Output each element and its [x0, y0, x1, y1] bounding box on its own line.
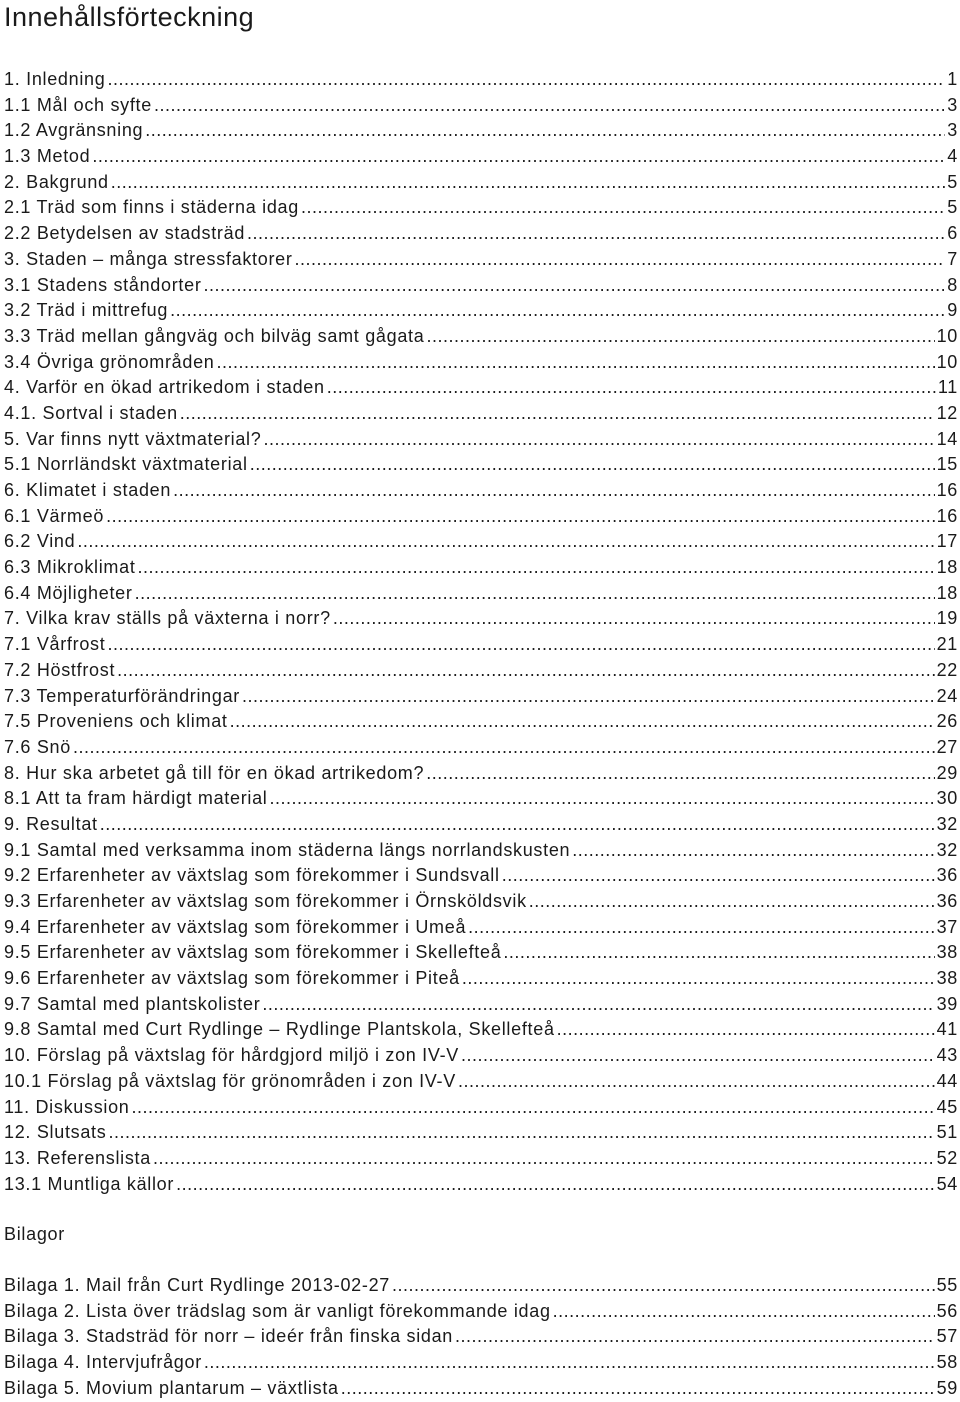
dot-leader — [250, 452, 935, 478]
dot-leader — [327, 375, 936, 401]
dot-leader — [392, 1273, 935, 1299]
entry-page-number: 19 — [936, 608, 958, 629]
entry-label: 1.2 Avgränsning — [4, 120, 144, 141]
entry-page-number: 5 — [947, 197, 958, 218]
entry-label: 9.6 Erfarenheter av växtslag som förekommer i Piteå — [4, 968, 460, 989]
entry-page-number: 58 — [936, 1352, 958, 1373]
entry-label: 1.1 Mål och syfte — [4, 94, 152, 115]
appendix-heading: Bilagor — [4, 1224, 65, 1244]
entry-page-number: 52 — [936, 1147, 958, 1168]
entry-page-number: 3 — [947, 94, 958, 115]
entry-page-number: 21 — [936, 634, 958, 655]
entry-page-number: 9 — [947, 300, 958, 321]
toc-entry[interactable] — [4, 247, 958, 273]
entry-page-number: 36 — [936, 891, 958, 911]
entry-page-number: 4 — [947, 146, 958, 167]
toc-entry[interactable] — [4, 298, 958, 324]
entry-label: Bilaga 3. Stadsträd för norr – ideér från finska sidan — [4, 1326, 454, 1347]
entry-page-number: 10 — [936, 351, 958, 372]
toc-entry[interactable] — [4, 427, 958, 453]
entry-label: 6. Klimatet i staden — [4, 480, 172, 500]
entry-page-number: 32 — [936, 813, 958, 834]
entry-label: 8.1 Att ta fram härdigt material — [4, 788, 268, 809]
entry-page-number: 18 — [936, 582, 958, 603]
dot-leader — [503, 940, 934, 966]
toc-entry[interactable] — [4, 93, 958, 119]
toc-entry[interactable] — [4, 555, 958, 581]
dot-leader — [242, 684, 935, 710]
entry-page-number: 5 — [947, 171, 958, 192]
entry-page-number: 15 — [936, 454, 958, 475]
toc-entry[interactable] — [4, 1017, 958, 1043]
entry-label: 7. Vilka krav ställs på växterna i norr? — [4, 608, 331, 629]
entry-label: 9.5 Erfarenheter av växtslag som förekommer i Skellefteå — [4, 942, 502, 963]
entry-label: Bilaga 1. Mail från Curt Rydlinge 2013-02-27 — [4, 1275, 390, 1295]
dot-leader — [92, 144, 945, 170]
entry-label: 10.1 Förslag på växtslag för grönområden i zon IV-V — [4, 1070, 456, 1091]
dot-leader — [107, 632, 934, 658]
entry-page-number: 24 — [936, 685, 958, 706]
entry-page-number: 14 — [936, 428, 958, 449]
entry-label: 8. Hur ska arbetet gå till för en ökad artrikedom? — [4, 762, 425, 783]
entry-label: 7.5 Proveniens och klimat — [4, 711, 228, 732]
entry-label: 9.2 Erfarenheter av växtslag som förekommer i Sundsvall — [4, 865, 500, 886]
dot-leader — [106, 504, 935, 530]
dot-leader — [295, 247, 946, 273]
entry-page-number: 56 — [936, 1300, 958, 1321]
entry-page-number: 39 — [936, 993, 958, 1014]
appendix-entry[interactable] — [4, 1299, 958, 1325]
dot-leader — [170, 298, 945, 324]
toc-entry[interactable] — [4, 966, 958, 992]
toc-entry[interactable] — [4, 478, 958, 504]
dot-leader — [204, 273, 946, 299]
entry-page-number: 55 — [936, 1275, 958, 1295]
dot-leader — [263, 427, 934, 453]
dot-leader — [468, 915, 934, 941]
entry-page-number: 32 — [936, 839, 958, 860]
entry-page-number: 3 — [947, 120, 958, 141]
entry-label: 3.1 Stadens ståndorter — [4, 274, 202, 295]
entry-label: 13. Referenslista — [4, 1147, 151, 1168]
toc-entry[interactable] — [4, 1120, 958, 1146]
dot-leader — [572, 838, 934, 864]
toc-entry[interactable] — [4, 452, 958, 478]
entry-page-number: 6 — [947, 223, 958, 244]
dot-leader — [341, 1376, 935, 1402]
toc-entry[interactable] — [4, 735, 958, 761]
dot-leader — [301, 195, 945, 221]
toc-entry[interactable] — [4, 529, 958, 555]
appendix-entry[interactable] — [4, 1350, 958, 1376]
toc-entry[interactable] — [4, 1095, 958, 1121]
toc-entry[interactable] — [4, 118, 958, 144]
dot-leader — [117, 658, 934, 684]
entry-label: 9.7 Samtal med plantskolister — [4, 993, 261, 1014]
toc-entry[interactable] — [4, 144, 958, 170]
entry-label: 9.8 Samtal med Curt Rydlinge – Rydlinge Plantskola, Skellefteå — [4, 1019, 555, 1040]
entry-label: 5.1 Norrländskt växtmaterial — [4, 454, 248, 475]
entry-page-number: 41 — [936, 1019, 958, 1040]
entry-page-number: 59 — [936, 1377, 958, 1398]
toc-entry[interactable] — [4, 221, 958, 247]
toc-entry[interactable] — [4, 1069, 958, 1095]
dot-leader — [180, 401, 935, 427]
dot-leader — [455, 1324, 935, 1350]
entry-page-number: 12 — [936, 402, 958, 423]
toc-entry[interactable] — [4, 761, 958, 787]
dot-leader — [553, 1299, 935, 1325]
entry-page-number: 16 — [936, 480, 958, 500]
toc-entry[interactable] — [4, 658, 958, 684]
entry-page-number: 7 — [947, 248, 958, 269]
entry-label: 7.3 Temperaturförändringar — [4, 685, 240, 706]
toc-entry[interactable] — [4, 1043, 958, 1069]
toc-entry[interactable] — [4, 889, 958, 915]
dot-leader — [557, 1017, 935, 1043]
dot-leader — [461, 1043, 935, 1069]
entry-label: Bilaga 4. Intervjufrågor — [4, 1352, 202, 1373]
toc-entry[interactable] — [4, 940, 958, 966]
toc-entry[interactable] — [4, 273, 958, 299]
dot-leader — [230, 709, 935, 735]
entry-label: 6.2 Vind — [4, 531, 76, 552]
entry-label: 1.3 Metod — [4, 146, 91, 167]
entry-page-number: 11 — [937, 377, 958, 398]
entry-page-number: 37 — [936, 916, 958, 937]
toc-entry[interactable] — [4, 375, 958, 401]
dot-leader — [458, 1069, 935, 1095]
toc-entry[interactable] — [4, 709, 958, 735]
toc-entry[interactable] — [4, 401, 958, 427]
dot-leader — [154, 93, 945, 119]
entry-label: 4. Varför en ökad artrikedom i staden — [4, 377, 325, 398]
toc-entry[interactable] — [4, 504, 958, 530]
appendix-list — [4, 1273, 958, 1401]
dot-leader — [173, 478, 934, 504]
entry-page-number: 36 — [936, 865, 958, 886]
entry-label: Bilaga 2. Lista över trädslag som är vanligt förekommande idag — [4, 1300, 551, 1321]
toc-entry[interactable] — [4, 581, 958, 607]
dot-leader — [145, 118, 945, 144]
toc-entry[interactable] — [4, 786, 958, 812]
dot-leader — [153, 1146, 935, 1172]
entry-page-number: 17 — [936, 531, 958, 552]
dot-leader — [426, 324, 934, 350]
entry-page-number: 30 — [936, 788, 958, 809]
dot-leader — [204, 1350, 935, 1376]
table-of-contents — [4, 67, 958, 1197]
toc-entry[interactable] — [4, 1172, 958, 1198]
entry-label: 6.3 Mikroklimat — [4, 557, 136, 578]
entry-label: 3.2 Träd i mittrefug — [4, 300, 169, 321]
entry-label: 3.4 Övriga grönområden — [4, 351, 215, 372]
entry-label: 7.2 Höstfrost — [4, 659, 116, 680]
appendix-entry[interactable] — [4, 1324, 958, 1350]
entry-label: Bilaga 5. Movium plantarum – växtlista — [4, 1377, 339, 1398]
entry-page-number: 10 — [936, 325, 958, 346]
dot-leader — [270, 786, 935, 812]
entry-page-number: 18 — [936, 557, 958, 578]
toc-entry[interactable] — [4, 324, 958, 350]
entry-page-number: 27 — [936, 736, 958, 757]
entry-label: 1. Inledning — [4, 69, 106, 89]
page-title: Innehållsförteckning — [4, 2, 255, 32]
entry-label: 10. Förslag på växtslag för hårdgjord miljö i zon IV-V — [4, 1045, 459, 1066]
appendix-entry[interactable] — [4, 1273, 958, 1299]
toc-entry[interactable] — [4, 838, 958, 864]
dot-leader — [107, 67, 945, 93]
toc-entry[interactable] — [4, 632, 958, 658]
entry-page-number: 22 — [936, 659, 958, 680]
entry-label: 2. Bakgrund — [4, 171, 109, 192]
entry-label: 13.1 Muntliga källor — [4, 1173, 175, 1194]
entry-page-number: 38 — [936, 968, 958, 989]
dot-leader — [247, 221, 945, 247]
toc-entry[interactable] — [4, 195, 958, 221]
toc-entry[interactable] — [4, 1146, 958, 1172]
dot-leader — [217, 350, 935, 376]
dot-leader — [111, 170, 946, 196]
entry-label: 11. Diskussion — [4, 1096, 130, 1117]
entry-label: 9. Resultat — [4, 813, 98, 834]
dot-leader — [77, 529, 934, 555]
dot-leader — [108, 1120, 934, 1146]
toc-entry[interactable] — [4, 812, 958, 838]
dot-leader — [529, 889, 935, 915]
entry-page-number: 57 — [936, 1326, 958, 1347]
dot-leader — [132, 1095, 935, 1121]
entry-page-number: 26 — [936, 711, 958, 732]
entry-label: 6.4 Möjligheter — [4, 582, 133, 603]
toc-entry[interactable] — [4, 350, 958, 376]
dot-leader — [262, 992, 934, 1018]
dot-leader — [333, 606, 935, 632]
entry-label: 7.6 Snö — [4, 736, 71, 757]
entry-page-number: 29 — [936, 762, 958, 783]
entry-page-number: 51 — [936, 1122, 958, 1143]
entry-page-number: 8 — [947, 274, 958, 295]
entry-page-number: 38 — [936, 942, 958, 963]
toc-entry[interactable] — [4, 915, 958, 941]
dot-leader — [462, 966, 935, 992]
entry-label: 2.2 Betydelsen av stadsträd — [4, 223, 246, 244]
entry-label: 5. Var finns nytt växtmaterial? — [4, 428, 262, 449]
dot-leader — [100, 812, 935, 838]
entry-label: 9.1 Samtal med verksamma inom städerna längs norrlandskusten — [4, 839, 571, 860]
dot-leader — [135, 581, 935, 607]
dot-leader — [73, 735, 935, 761]
toc-entry[interactable] — [4, 863, 958, 889]
entry-page-number: 16 — [936, 505, 958, 526]
entry-label: 6.1 Värmeö — [4, 505, 105, 526]
entry-label: 9.4 Erfarenheter av växtslag som förekommer i Umeå — [4, 916, 467, 937]
appendix-entry[interactable] — [4, 1376, 958, 1402]
entry-label: 4.1. Sortval i staden — [4, 402, 178, 423]
entry-page-number: 44 — [936, 1070, 958, 1091]
dot-leader — [138, 555, 935, 581]
entry-page-number: 45 — [936, 1096, 958, 1117]
toc-entry[interactable] — [4, 606, 958, 632]
dot-leader — [426, 761, 934, 787]
entry-label: 3. Staden – många stressfaktorer — [4, 248, 293, 269]
toc-entry[interactable] — [4, 170, 958, 196]
dot-leader — [502, 863, 935, 889]
entry-page-number: 1 — [947, 69, 958, 89]
entry-label: 7.1 Vårfrost — [4, 634, 106, 655]
entry-label: 12. Slutsats — [4, 1122, 107, 1143]
toc-entry[interactable] — [4, 684, 958, 710]
entry-label: 3.3 Träd mellan gångväg och bilväg samt gågata — [4, 325, 425, 346]
toc-entry[interactable] — [4, 992, 958, 1018]
entry-page-number: 54 — [936, 1173, 958, 1194]
toc-entry[interactable] — [4, 67, 958, 93]
entry-label: 9.3 Erfarenheter av växtslag som förekommer i Örnsköldsvik — [4, 891, 527, 911]
entry-label: 2.1 Träd som finns i städerna idag — [4, 197, 299, 218]
dot-leader — [176, 1172, 934, 1198]
entry-page-number: 43 — [936, 1045, 958, 1066]
